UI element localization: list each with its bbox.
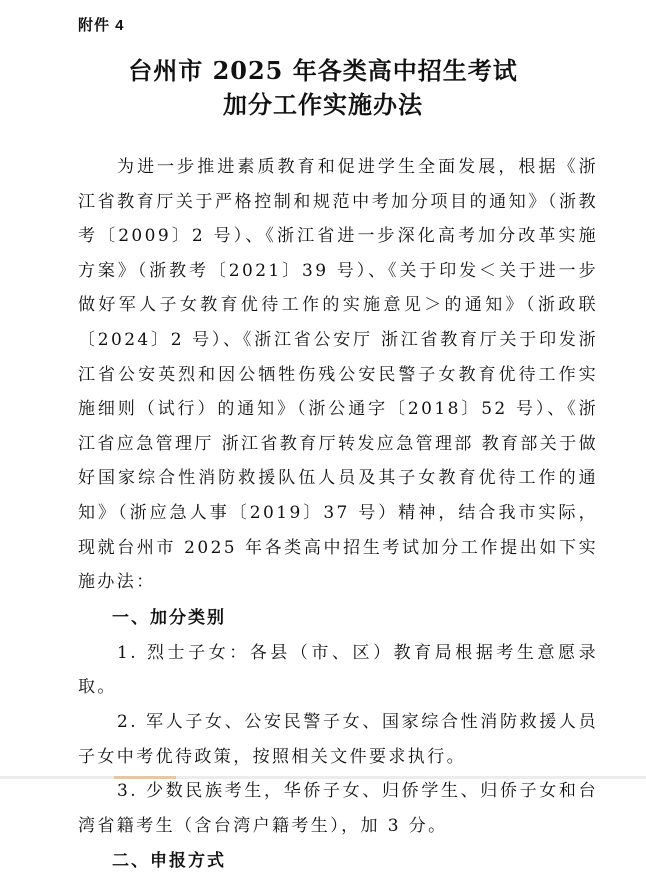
bottom-divider: [0, 776, 646, 779]
section-heading-application-method: 二、申报方式: [112, 851, 226, 872]
document-title-line-2: 加分工作实施办法: [223, 90, 423, 119]
section-heading-bonus-categories: 一、加分类别: [112, 607, 226, 628]
intro-paragraph: 为进一步推进素质教育和促进学生全面发展，根据《浙江省教育厅关于严格控制和规范中考加分项目的通知》（浙教考〔2009〕2 号）、《浙江省进一步深化高考加分改革实施方案》（浙教考〔2021〕39 号）、《关于印发＜关于进一步做好军人子女教育优待工作的实施意见＞的通知》（浙政联〔2024〕2 号）、《浙江省公安厅 浙江省教育厅关于印发浙江省公安英烈和因公牺牲伤残公安民警子女教育优待工作实施细则（试行）的通知》（浙公通字〔2018〕52 号）、《浙江省应急管理厅 浙江省教育厅转发应急管理部 教育部关于做好国家综合性消防救援队伍人员及其子女教育优待工作的通知》（浙应急人事〔2019〕37 号）精神，结合我市实际，现就台州市 2025 年各类高中招生考试加分工作提出如下实施办法：: [78, 157, 599, 593]
list-item-military-police-children: 2. 军人子女、公安民警子女、国家综合性消防救援人员子女中考优待政策，按照相关文件要求执行。: [78, 711, 598, 767]
document-body: [78, 150, 598, 879]
document-title-line-1: 台州市 2025 年各类高中招生考试: [128, 56, 518, 85]
attachment-label: 附件 4: [78, 17, 125, 34]
list-item-martyr-children: 1. 烈士子女：各县（市、区）教育局根据考生意愿录取。: [78, 642, 598, 698]
list-item-ethnic-overseas-taiwan: 3. 少数民族考生，华侨子女、归侨学生、归侨子女和台湾省籍考生（含台湾户籍考生），加 3 分。: [78, 781, 598, 836]
bottom-accent-bar: [114, 776, 176, 779]
